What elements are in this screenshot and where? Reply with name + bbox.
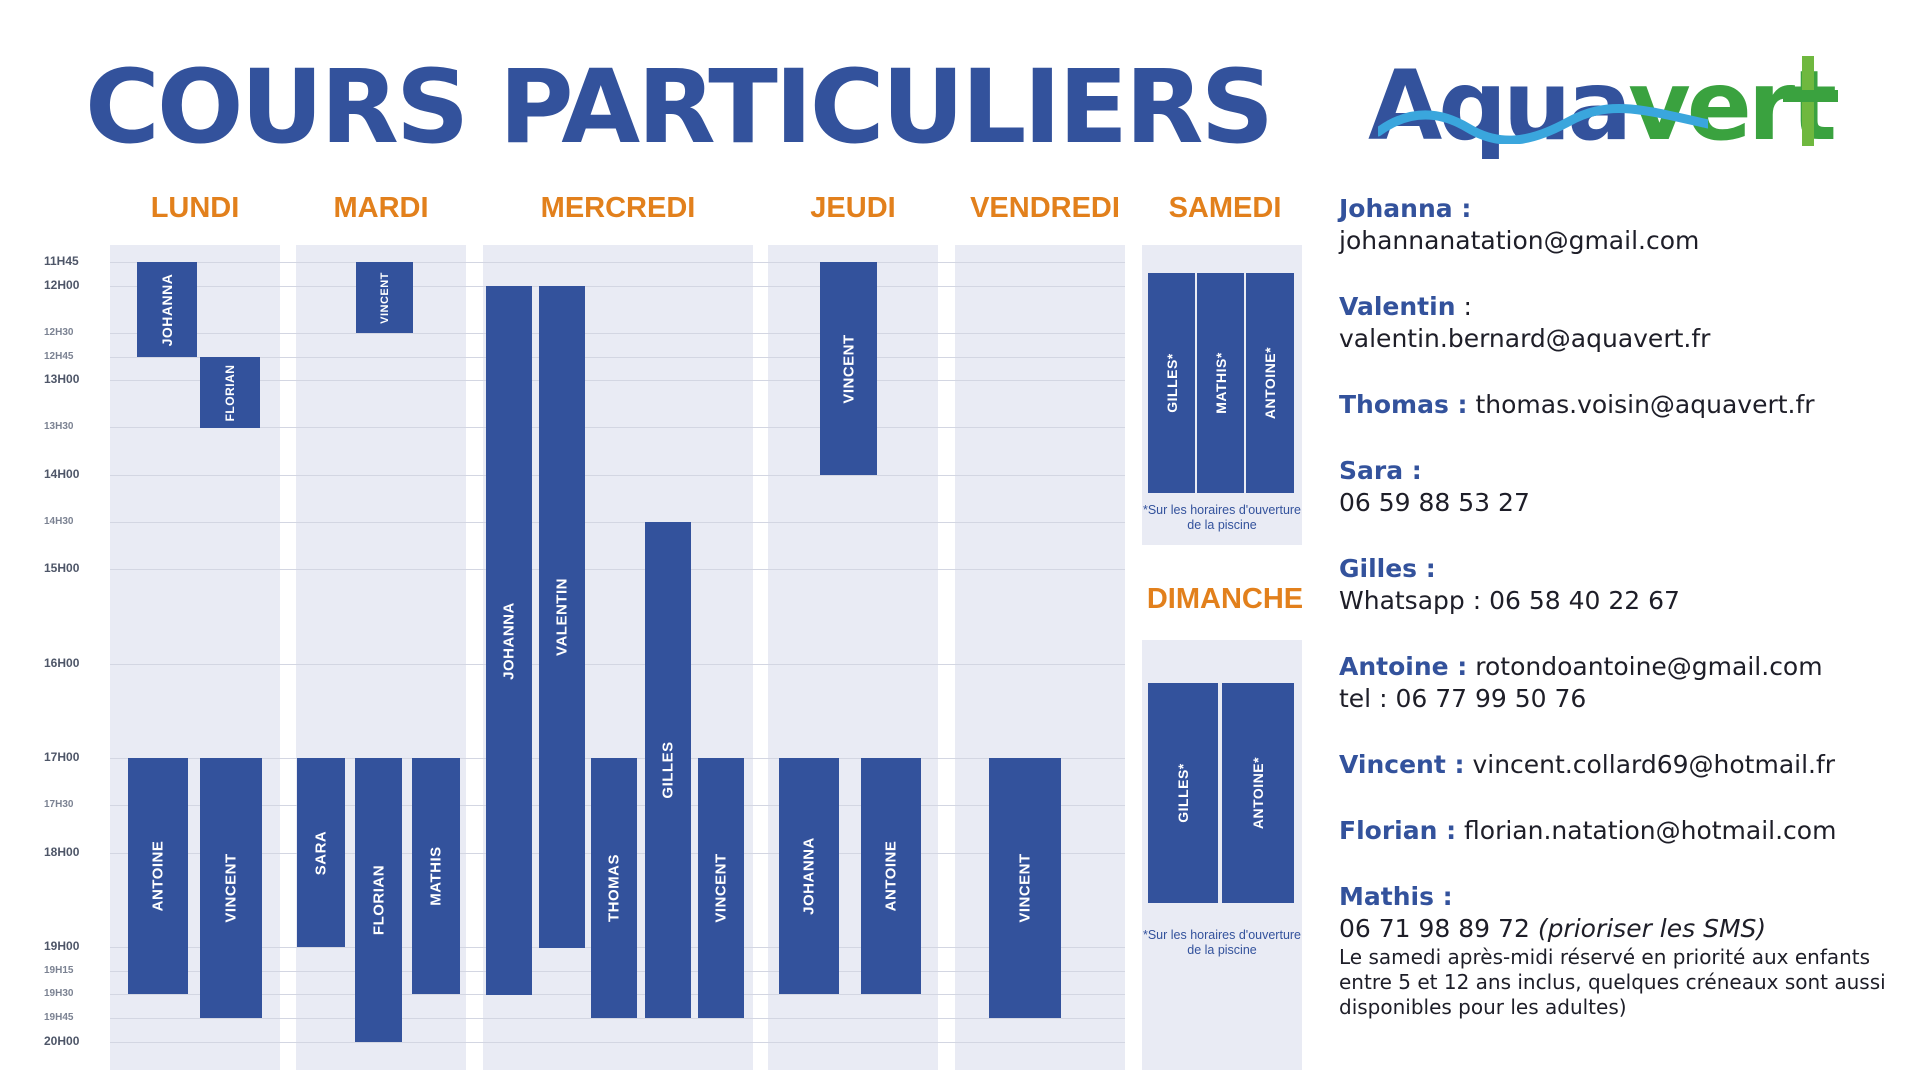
contact-gilles — [1339, 553, 1680, 617]
day-header-samedi: SAMEDI — [1168, 192, 1282, 224]
grid-line — [110, 1042, 1125, 1043]
time-label: 17H30 — [44, 799, 74, 810]
contact-name: Gilles : — [1339, 554, 1436, 583]
grid-line — [110, 569, 1125, 570]
contact-name: Johanna : — [1339, 194, 1472, 223]
session-label: VINCENT — [222, 853, 240, 923]
contact-email[interactable]: florian.natation@hotmail.com — [1456, 816, 1837, 845]
session-block-jeudi-johanna — [779, 758, 839, 994]
time-label: 19H15 — [44, 965, 74, 976]
session-label: VINCENT — [712, 853, 730, 923]
session-block-jeudi-antoine — [861, 758, 921, 994]
time-label: 14H30 — [44, 516, 74, 527]
session-label: GILLES — [659, 741, 677, 799]
session-label: FLORIAN — [223, 364, 237, 421]
time-label: 12H45 — [44, 351, 74, 362]
time-label: 13H00 — [44, 372, 80, 386]
session-block-mercredi-valentin — [539, 286, 585, 948]
time-label: 17H00 — [44, 750, 80, 764]
contact-email[interactable]: vincent.collard69@hotmail.fr — [1464, 750, 1836, 779]
grid-line — [110, 427, 1125, 428]
session-block — [1148, 273, 1195, 493]
contact-name: Thomas : — [1339, 390, 1468, 419]
logo-wave-icon — [1378, 104, 1708, 144]
session-block-lundi-antoine — [128, 758, 188, 994]
session-block-mardi-sara — [297, 758, 345, 947]
session-label: THOMAS — [605, 854, 623, 922]
contact-phone[interactable]: 06 71 98 89 72 — [1339, 913, 1530, 943]
session-label: JOHANNA — [500, 601, 518, 680]
contact-sara — [1339, 455, 1530, 519]
contact-thomas — [1339, 389, 1815, 421]
time-label: 19H00 — [44, 939, 80, 953]
session-label: MATHIS* — [1212, 352, 1229, 414]
day-header-mardi: MARDI — [333, 192, 429, 224]
session-label: ANTOINE* — [1250, 756, 1266, 830]
contact-email[interactable]: johannanatation@gmail.com — [1339, 225, 1700, 255]
contact-vincent — [1339, 749, 1835, 781]
contact-name: Antoine : — [1339, 652, 1468, 681]
time-label: 12H30 — [44, 327, 74, 338]
time-label: 15H00 — [44, 561, 80, 575]
time-label: 12H00 — [44, 278, 80, 292]
session-label: ANTOINE* — [1262, 346, 1278, 420]
grid-line — [110, 357, 1125, 358]
contact-name: Sara : — [1339, 456, 1422, 485]
aquavert-logo: Aquavert — [1368, 58, 1848, 168]
contact-phone[interactable]: Whatsapp : 06 58 40 22 67 — [1339, 585, 1680, 615]
time-label: 11H45 — [44, 254, 79, 268]
session-label: ANTOINE — [149, 840, 167, 912]
contact-email[interactable]: valentin.bernard@aquavert.fr — [1339, 323, 1711, 353]
session-label: ANTOINE — [882, 840, 900, 912]
session-label: VINCENT — [378, 271, 391, 324]
contact-valentin: Valentin : valentin.bernard@aquavert.fr — [1339, 292, 1711, 353]
session-block — [1222, 683, 1294, 903]
day-header-jeudi: JEUDI — [810, 192, 896, 224]
session-label: VINCENT — [840, 333, 857, 404]
session-block-mardi-florian — [355, 758, 402, 1042]
grid-line — [110, 286, 1125, 287]
contact-name: Vincent : — [1339, 750, 1465, 779]
contact-phone[interactable]: 06 59 88 53 27 — [1339, 487, 1530, 517]
session-label: SARA — [312, 830, 330, 875]
day-header-mercredi: MERCREDI — [540, 192, 696, 224]
time-label: 18H00 — [44, 845, 80, 859]
time-label: 13H30 — [44, 421, 74, 432]
grid-line — [110, 1018, 1125, 1019]
session-block-mercredi-gilles — [645, 522, 691, 1018]
session-label: MATHIS — [427, 846, 445, 906]
grid-line — [110, 262, 1125, 263]
session-block-lundi-vincent — [200, 758, 262, 1018]
grid-line — [110, 380, 1125, 381]
samedi-note: *Sur les horaires d'ouverture de la piscine — [1142, 503, 1302, 532]
contact-mathis — [1339, 881, 1899, 1021]
time-label: 20H00 — [44, 1034, 80, 1048]
session-block-mercredi-vincent — [698, 758, 744, 1018]
session-block — [1197, 273, 1244, 493]
contact-name: Florian : — [1339, 816, 1457, 845]
contact-email[interactable]: thomas.voisin@aquavert.fr — [1467, 390, 1815, 419]
session-label: JOHANNA — [159, 273, 175, 346]
session-label: JOHANNA — [800, 837, 818, 915]
logo-leaf-icon — [1778, 56, 1838, 156]
session-block-jeudi-vincent — [820, 262, 877, 475]
contact-name: Mathis : — [1339, 882, 1453, 911]
session-block-mercredi-thomas — [591, 758, 637, 1018]
session-block-mardi-mathis — [412, 758, 460, 994]
session-block-lundi-johanna — [137, 262, 197, 357]
grid-line — [110, 522, 1125, 523]
contact-johanna — [1339, 193, 1699, 257]
session-label: VALENTIN — [553, 578, 571, 656]
session-block-lundi-florian — [200, 357, 260, 428]
contact-name: Valentin — [1339, 292, 1456, 321]
time-label: 19H45 — [44, 1012, 74, 1023]
time-label: 14H00 — [44, 467, 80, 481]
day-header-dimanche: DIMANCHE — [1146, 583, 1304, 615]
session-block — [1246, 273, 1294, 493]
grid-line — [110, 664, 1125, 665]
session-label: VINCENT — [1016, 853, 1034, 923]
page-title: COURS PARTICULIERS — [85, 48, 1272, 167]
grid-line — [110, 475, 1125, 476]
contact-phone-note: (prioriser les SMS) — [1537, 913, 1767, 943]
session-label: GILLES* — [1163, 353, 1180, 413]
contact-email[interactable]: rotondoantoine@gmail.com — [1467, 652, 1823, 681]
grid-line — [110, 333, 1125, 334]
session-block-mardi-vincent — [356, 262, 413, 333]
contact-florian — [1339, 815, 1836, 847]
dimanche-note: *Sur les horaires d'ouverture de la piscine — [1142, 928, 1302, 957]
session-block-mercredi-johanna — [486, 286, 532, 995]
session-label: GILLES* — [1175, 763, 1191, 823]
session-block-vendredi-vincent — [989, 758, 1061, 1018]
session-block — [1148, 683, 1218, 903]
contact-note: Le samedi après-midi réservé en priorité aux enfants entre 5 et 12 ans inclus, quelques créneaux sont aussi disponibles pour les adultes) — [1339, 944, 1886, 1020]
time-label: 19H30 — [44, 988, 74, 999]
day-header-lundi: LUNDI — [150, 192, 240, 224]
contact-antoine — [1339, 651, 1823, 715]
contact-phone[interactable]: tel : 06 77 99 50 76 — [1339, 683, 1587, 713]
day-header-vendredi: VENDREDI — [970, 192, 1120, 224]
time-label: 16H00 — [44, 656, 80, 670]
session-label: FLORIAN — [370, 864, 387, 936]
